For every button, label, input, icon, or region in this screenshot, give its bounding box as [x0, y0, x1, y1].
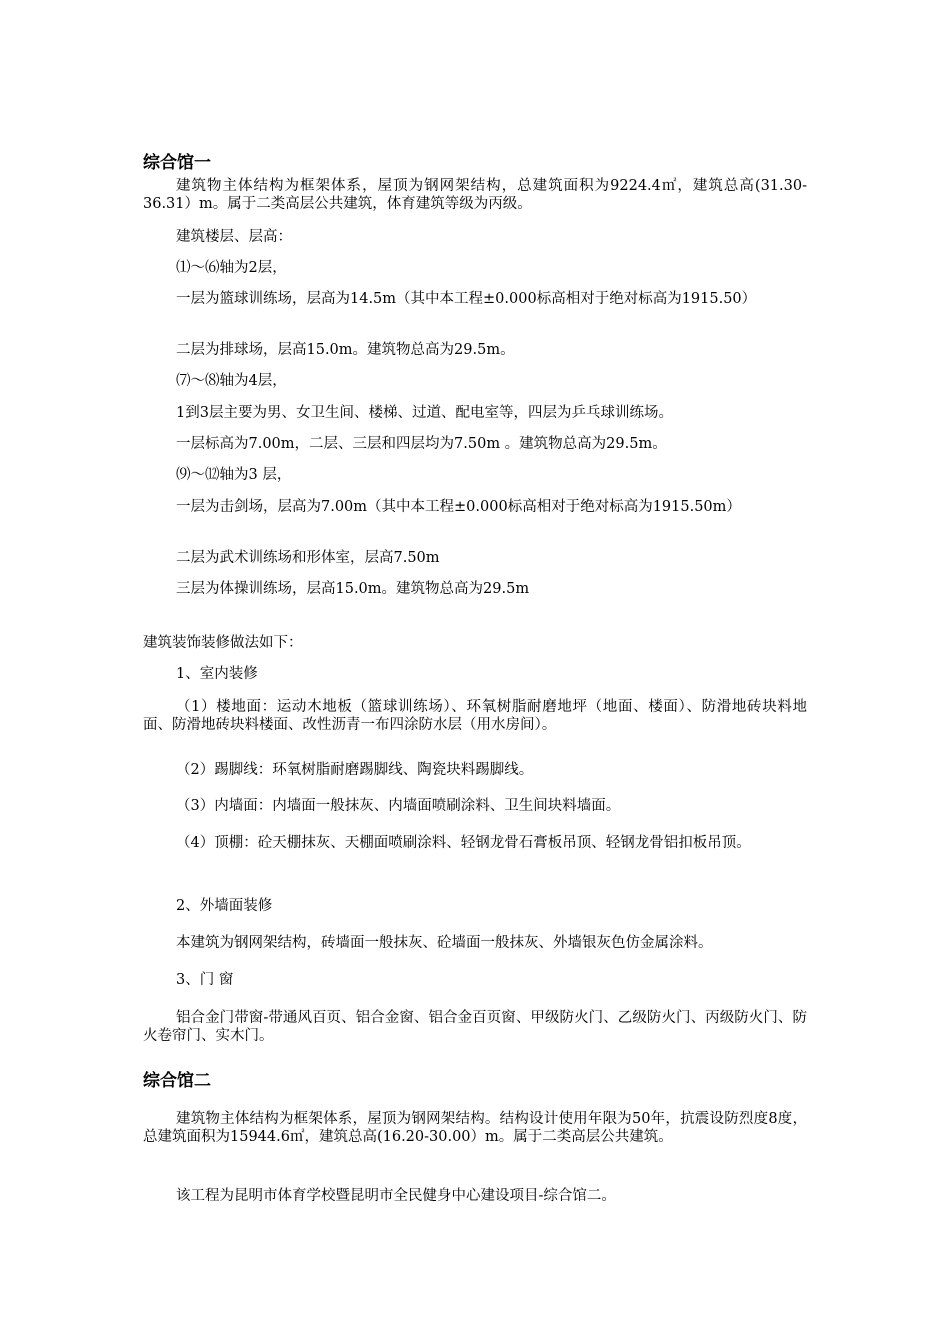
decoration-heading: 建筑装饰装修做法如下： [143, 635, 303, 651]
axis-1-6: ⑴～⑹轴为2层， [176, 260, 287, 276]
section1-title: 综合馆一 [143, 153, 211, 173]
section2-title: 综合馆二 [143, 1071, 211, 1091]
axis-1-6-floor2: 二层为排球场，层高15.0m。建筑物总高为29.5m。 [176, 342, 515, 358]
doors-windows-heading: 3、门 窗 [176, 972, 234, 988]
axis-7-8-heights: 一层标高为7.00m，二层、三层和四层均为7.50m 。建筑物总高为29.5m。 [176, 436, 667, 452]
interior-skirting: （2）踢脚线：环氧树脂耐磨踢脚线、陶瓷块料踢脚线。 [176, 762, 534, 778]
axis-1-6-floor1: 一层为篮球训练场，层高为14.5m（其中本工程±0.000标高相对于绝对标高为1915.50） [176, 291, 757, 307]
axis-7-8: ⑺～⑻轴为4层， [176, 373, 287, 389]
axis-7-8-floors: 1到3层主要为男、女卫生间、楼梯、过道、配电室等，四层为乒乓球训练场。 [176, 405, 673, 421]
axis-9-12-floor2: 二层为武术训练场和形体室，层高7.50m [176, 550, 440, 566]
interior-heading: 1、室内装修 [176, 666, 258, 682]
axis-9-12-floor3: 三层为体操训练场，层高15.0m。建筑物总高为29.5m [176, 581, 530, 597]
interior-floor: （1）楼地面：运动木地板（篮球训练场）、环氧树脂耐磨地坪（地面、楼面）、防滑地砖块料地面、防滑地砖块料楼面、改性沥青一布四涂防水层（用水房间）。 [143, 699, 807, 733]
exterior-desc: 本建筑为钢网架结构，砖墙面一般抹灰、砼墙面一般抹灰、外墙银灰色仿金属涂料。 [176, 935, 713, 951]
exterior-heading: 2、外墙面装修 [176, 898, 273, 914]
axis-9-12: ⑼～⑿轴为3 层， [176, 467, 292, 483]
axis-9-12-floor1: 一层为击剑场，层高为7.00m（其中本工程±0.000标高相对于绝对标高为1915.50m） [176, 499, 741, 515]
floor-heading: 建筑楼层、层高： [176, 229, 292, 245]
interior-wall: （3）内墙面：内墙面一般抹灰、内墙面喷刷涂料、卫生间块料墙面。 [176, 798, 621, 814]
interior-ceiling: （4）顶棚：砼天棚抹灰、天棚面喷刷涂料、轻钢龙骨石膏板吊顶、轻钢龙骨铝扣板吊顶。 [176, 835, 751, 851]
doors-windows-desc: 铝合金门带窗-带通风百页、铝合金窗、铝合金百页窗、甲级防火门、乙级防火门、丙级防火门、防火卷帘门、实木门。 [143, 1010, 807, 1044]
section2-project: 该工程为昆明市体育学校暨昆明市全民健身中心建设项目-综合馆二。 [176, 1188, 616, 1204]
section1-intro: 建筑物主体结构为框架体系，屋顶为钢网架结构，总建筑面积为9224.4㎡，建筑总高(31.30-36.31）m。属于二类高层公共建筑，体育建筑等级为丙级。 [143, 178, 807, 212]
section2-intro: 建筑物主体结构为框架体系，屋顶为钢网架结构。结构设计使用年限为50年，抗震设防烈度8度，总建筑面积为15944.6㎡，建筑总高(16.20-30.00）m。属于二类高层公共建筑。 [143, 1111, 807, 1145]
